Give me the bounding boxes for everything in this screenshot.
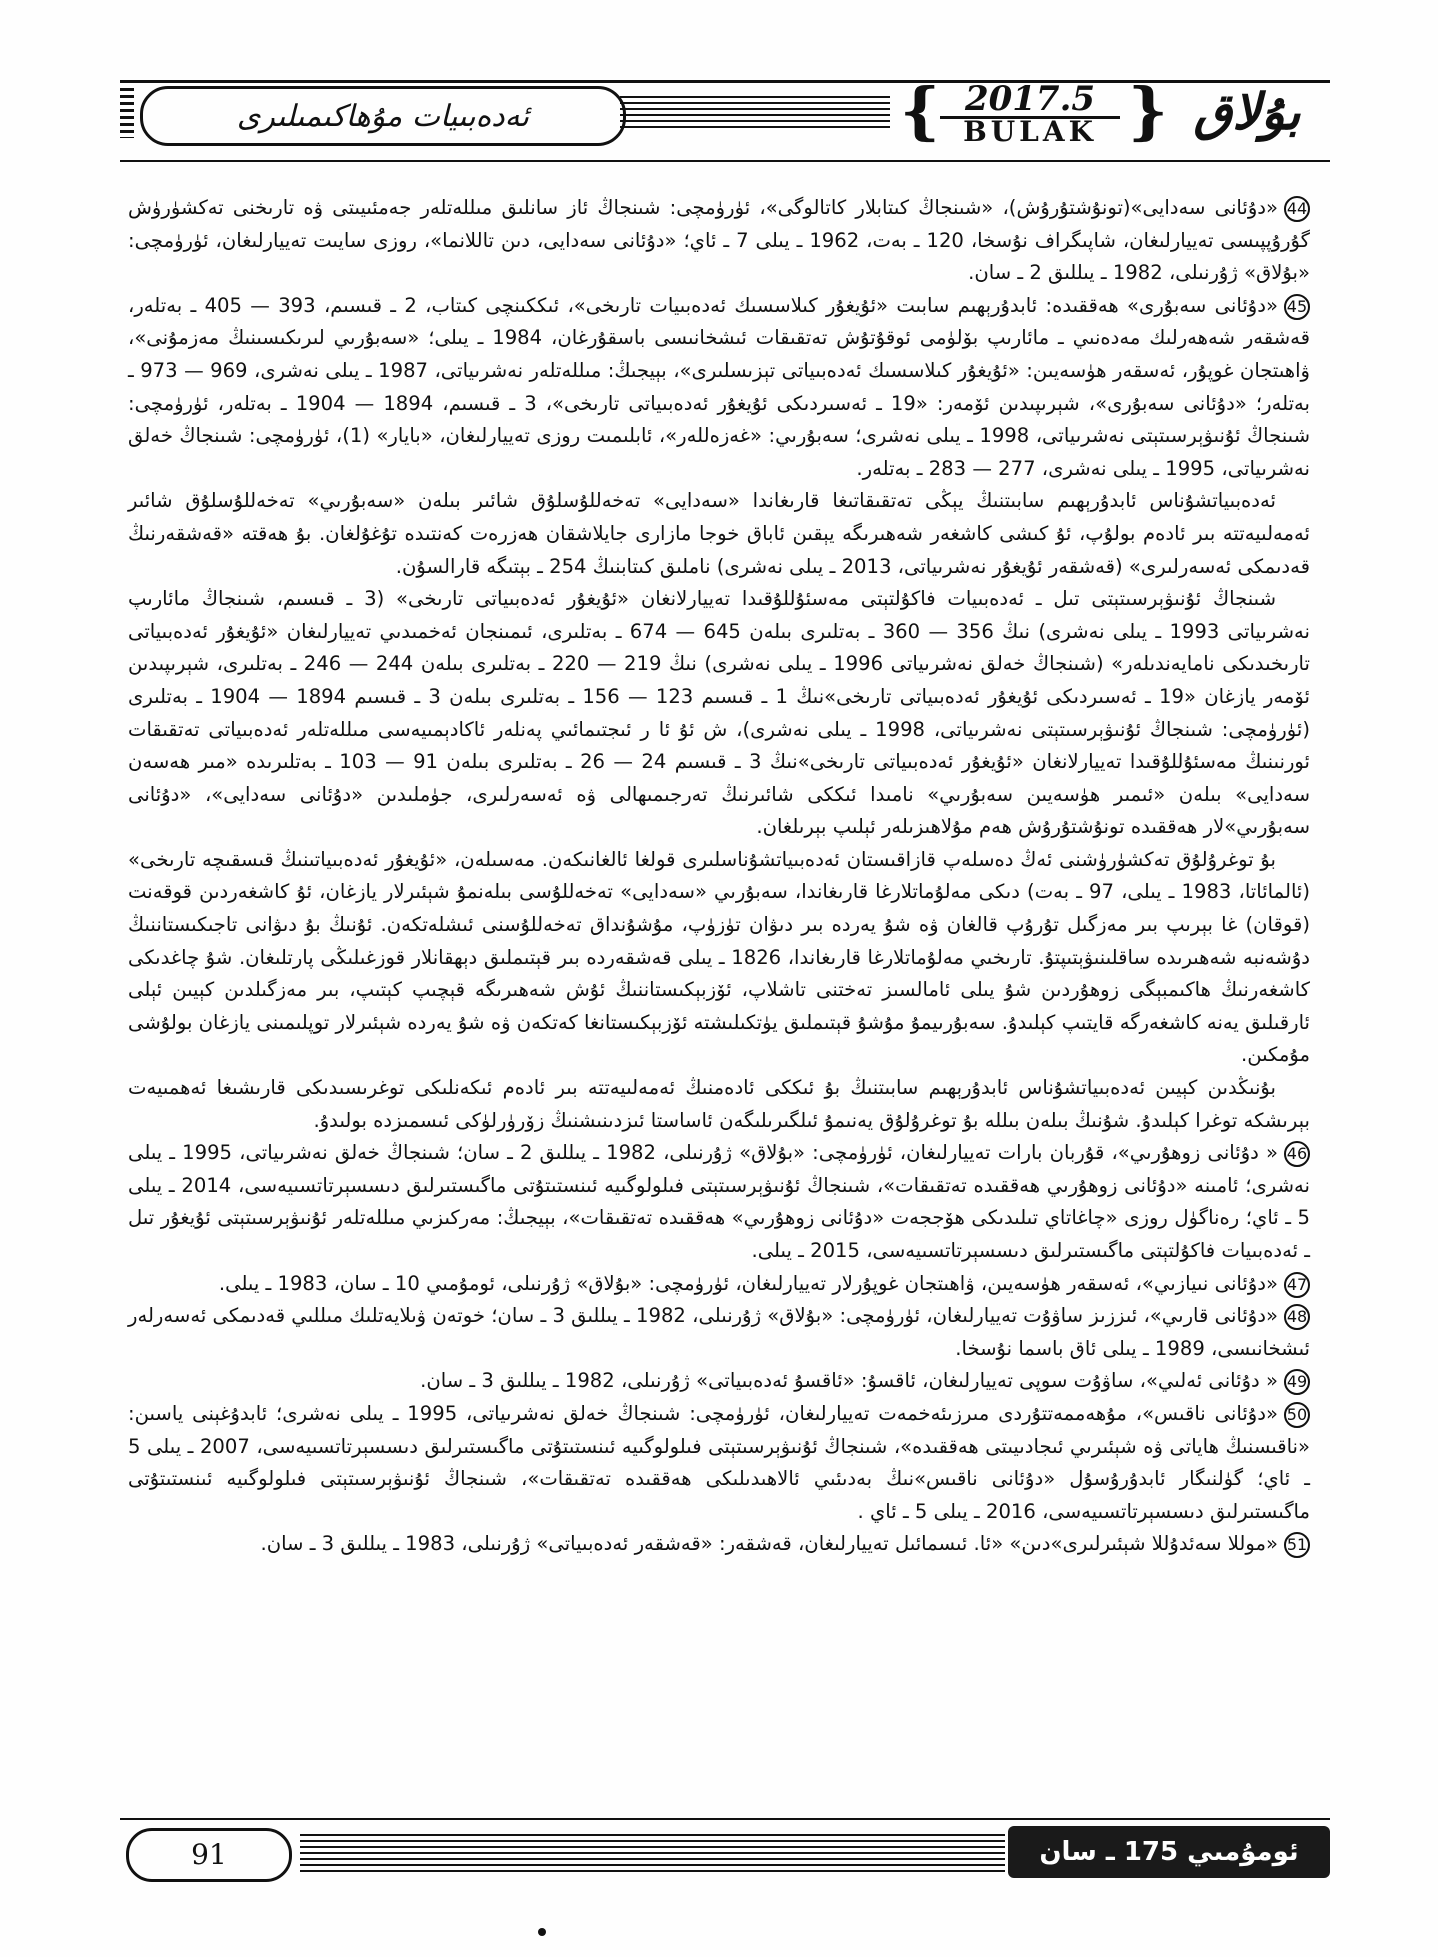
paragraph-text: «دۇئانى سەبۇرى» ھەققىدە: ئابدۇرېھىم سابىت «ئۇيغۇر كىلاسسىك ئەدەبىيات تارىخى»، ئىككىنچى كىتاب، 2 ـ قىسىم، 393 — 405 ـ بەتلەر، قەشقەر شەھەرلىك مەدەنىي ـ مائارىپ بۆلۈمى ئوقۇتۇش تەتقىقات ئىشخانىسى باسقۇرغان، 1984 ـ يىلى؛ «سەبۇرىي لىرىكىسىنىڭ مەزمۇنى»، ۋاھىتجان غوپۇر، ئەسقەر ھۈسەيىن: «ئۇيغۇر كىلاسسىك ئەدەبىياتى تېزىسلىرى»، بېيجىڭ: مىللەتلەر نەشرىياتى، 1987 ـ يىلى نەشرى، 969 — 973 ـ بەتلەر؛ «دۇئانى سەبۇرى»، شېرىپىدىن ئۆمەر: «19 ـ ئەسىردىكى ئۇيغۇر ئەدەبىياتى تارىخى»، 3 ـ قىسىم، 1894 — 1904 ـ بەتلەر، ئۈرۈمچى: شىنجاڭ ئۇنىۋېرسىتېتى نەشرىياتى، 1998 ـ يىلى نەشرى؛ سەبۇرىي: «غەزەللەر»، ئابلىمىت روزى تەييارلىغان، «بايار» (1)، ئۈرۈمچى: شىنجاڭ خەلق نەشرىياتى، 1995 ـ يىلى نەشرى، 277 — 283 ـ بەتلەر.: [128, 293, 1311, 480]
footer-decorative-lines: [300, 1834, 1005, 1872]
footnote-paragraph: [128, 1300, 1310, 1365]
page-number: 91: [126, 1828, 292, 1882]
footnote-paragraph: [128, 1268, 1310, 1301]
footnote-number: 44: [1284, 196, 1310, 222]
header-bottom-rule: [120, 160, 1330, 162]
issue-label: ئومۇمىي 175 ـ سان: [1008, 1826, 1330, 1878]
body-paragraph: [128, 844, 1310, 1072]
body-paragraph: [128, 485, 1310, 583]
footnote-paragraph: [128, 192, 1310, 290]
article-body: [128, 192, 1310, 1561]
footnote-number: 45: [1284, 294, 1310, 320]
footer-top-rule: [120, 1818, 1330, 1820]
footnote-paragraph: [128, 1398, 1310, 1528]
footnote-paragraph: [128, 1365, 1310, 1398]
paragraph-text: بۇ توغرۇلۇق تەكشۈرۈشنى ئەڭ دەسلەپ قازاقىستان ئەدەبىياتشۇناسلىرى قولغا ئالغانىكەن. مەسىلەن، «ئۇيغۇر ئەدەبىياتىنىڭ قىسقىچە تارىخى» (ئالمائاتا، 1983 ـ يىلى، 97 ـ بەت) دىكى مەلۇماتلارغا قارىغاندا، سەبۇرىي «سەدايى» تەخەللۇسى بىلەنمۇ شېئىرلار يازغان، ئۇ كاشغەردىن قوقەنت (قوقان) غا بېرىپ بىر مەزگىل تۇرۇپ قالغان ۋە شۇ يەردە بىر دىۋان تۈزۈپ، مۇشۇنداق تەخەللۇسنى ئىشلەتكەن. ئۇنىڭ بۇ دىۋانى تاجىكىستاننىڭ دۇشەنبە شەھىرىدە ساقلىنىۋېتىپتۇ. تارىخىي مەلۇماتلارغا قارىغاندا، 1826 ـ يىلى قەشقەردە بىر قېتىملىق دېھقانلار قوزغىلىڭى پارتلىغان. شۇ چاغدىكى كاشغەرنىڭ ھاكىمبېگى زوھۇردىن شۇ يىلى ئامالسىز تەختنى تاشلاپ، ئۆزبېكىستاننىڭ ئۇش شەھىرىگە قېچىپ كېتىپ، بىر مەزگىلدىن كېيىن ئېلى ئارقىلىق يەنە كاشغەرگە قايتىپ كېلىدۇ. سەبۇرىيمۇ مۇشۇ قېتىملىق يۈتكىلىشتە ئۆزبېكىستانغا كەتكەن ۋە شۇ يەردە شېئىرلار توپلىمىنى يازغان بولۇشى مۇمكىن.: [128, 847, 1311, 1067]
paragraph-text: « دۇئانى ئەلىي»، ساۋۇت سوپى تەييارلىغان، ئاقسۇ: «ئاقسۇ ئەدەبىياتى» ژۇرنىلى، 1982 ـ يىللىق 3 ـ سان.: [420, 1369, 1278, 1393]
paragraph-text: « دۇئانى زوھۇرىي»، قۇربان بارات تەييارلىغان، ئۈرۈمچى: «بۇلاق» ژۇرنىلى، 1982 ـ يىللىق 2 ـ سان؛ شىنجاڭ خەلق نەشرىياتى، 1995 ـ يىلى نەشرى؛ ئامىنە «دۇئانى زوھۇرىي ھەققىدە تەتقىقات»، شىنجاڭ ئۇنىۋېرسىتېتى فىلولوگىيە ئىنستىتۇتى ماگىستىرلىق دىسسېرتاتسىيەسى، 2014 ـ يىلى 5 ـ ئاي؛ رەناگۈل روزى «چاغاتاي تىلىدىكى ھۆججەت «دۇئانى زوھۇرىي» ھەققىدە تەتقىقات»، بېيجىڭ: مەركىزىي مىللەتلەر ئۇنىۋېرسىتېتى ئۇيغۇر تىل ـ ئەدەبىيات فاكۇلتېتى ماگىستىرلىق دىسسېرتاتسىيەسى، 2015 ـ يىلى.: [128, 1141, 1310, 1262]
brace-left: {: [900, 74, 940, 147]
footnote-number: 48: [1284, 1304, 1310, 1330]
section-title: ئەدەبىيات مۇھاكىمىلىرى: [140, 86, 626, 146]
paragraph-text: شىنجاڭ ئۇنىۋېرسىتېتى تىل ـ ئەدەبىيات فاكۇلتېتى مەسئۇللۇقىدا تەييارلانغان «ئۇيغۇر ئەدەبىياتى تارىخى» (3 ـ قىسىم، شىنجاڭ مائارىپ نەشرىياتى 1993 ـ يىلى نەشرى) نىڭ 356 — 360 ـ بەتلىرى بىلەن 645 — 674 ـ بەتلىرى، ئىمىنجان ئەخمىدىي تەييارلىغان «ئۇيغۇر ئەدەبىياتى تارىخىدىكى نامايەندىلەر» (شىنجاڭ خەلق نەشرىياتى 1996 ـ يىلى نەشرى) نىڭ 219 — 220 ـ بەتلىرى بىلەن 244 — 246 ـ بەتلىرى، شېرىپىدىن ئۆمەر يازغان «19 ـ ئەسىردىكى ئۇيغۇر ئەدەبىياتى تارىخى»نىڭ 1 ـ قىسىم 123 — 156 ـ بەتلىرى بىلەن 3 ـ قىسىم 1894 — 1904 ـ بەتلىرى (ئۈرۈمچى: شىنجاڭ ئۇنىۋېرسىتېتى نەشرىياتى، 1998 ـ يىلى نەشرى)، ش ئۇ ئا ر ئىجتىمائىي پەنلەر ئاكادېمىيەسى مىللەتلەر ئەدەبىياتى تەتقىقات ئورنىنىڭ مەسئۇللۇقىدا تەييارلانغان «ئۇيغۇر ئەدەبىياتى تارىخى»نىڭ 3 ـ قىسىم 24 — 26 ـ بەتلىرى بىلەن 91 — 103 ـ بەتلىرىدە «مىر ھەسەن سەدايى» بىلەن «ئىمىر ھۈسەيىن سەبۇرىي» نامىدا ئىككى شائىرنىڭ تەرجىمىھالى ۋە ئەسەرلىرى، جۈملىدىن «دۇئانى سەدايى»، «دۇئانى سەبۇرىي»لار ھەققىدە تونۇشتۇرۇش ھەم مۇلاھىزىلەر ئېلىپ بېرىلغان.: [128, 587, 1310, 839]
footnote-number: 50: [1284, 1402, 1310, 1428]
paragraph-text: «موللا سەئدۇللا شېئىرلىرى»دىن» «ئا. ئىسمائىل تەييارلىغان، قەشقەر: «قەشقەر ئەدەبىياتى» ژۇرنىلى، 1983 ـ يىللىق 3 ـ سان.: [260, 1532, 1278, 1556]
footnote-number: 46: [1284, 1141, 1310, 1167]
footnote-paragraph: [128, 290, 1310, 486]
paragraph-text: «دۇئانى نىيازىي»، ئەسقەر ھۈسەيىن، ۋاھىتجان غوپۇرلار تەييارلىغان، ئۈرۈمچى: «بۇلاق» ژۇرنىلى، ئومۇمىي 10 ـ سان، 1983 ـ يىلى.: [218, 1271, 1278, 1295]
footnote-number: 49: [1284, 1369, 1310, 1395]
footnote-paragraph: [128, 1137, 1310, 1267]
journal-latin-name: BULAK: [963, 115, 1097, 148]
journal-logo: بۇلاق: [1193, 82, 1301, 141]
paragraph-text: «دۇئانى قارىي»، ئىززىز ساۋۇت تەييارلىغان، ئۈرۈمچى: «بۇلاق» ژۇرنىلى، 1982 ـ يىللىق 3 ـ سان؛ خوتەن ۋىلايەتلىك مىللىي قەدىمكى ئەسەرلەر ئىشخانىسى، 1989 ـ يىلى ئاق باسما نۇسخا.: [128, 1304, 1310, 1360]
year-issue: 2017.5: [940, 82, 1120, 119]
issue-box: [900, 74, 1168, 148]
footnote-number: 51: [1284, 1532, 1310, 1558]
paragraph-text: ئەدەبىياتشۇناس ئابدۇرېھىم سابىتنىڭ يېڭى تەتقىقاتىغا قارىغاندا «سەدايى» تەخەللۇسلۇق شائىر بىلەن «سەبۇرىي» تەخەللۇسلۇق شائىر ئەمەلىيەتتە بىر ئادەم بولۇپ، ئۇ كىشى كاشغەر شەھىرىگە يېقىن ئاباق خوجا مازارى جايلاشقان ھەزرەت كەنتىدە تۇغۇلغان. بۇ ھەقتە «قەشقەرنىڭ قەدىمكى ئەسەرلىرى» (قەشقەر ئۇيغۇر نەشرىياتى، 2013 ـ يىلى نەشرى) ناملىق كىتابنىڭ 254 ـ بېتىگە قارالسۇن.: [128, 489, 1310, 578]
paragraph-text: «دۇئانى سەدايى»(تونۇشتۇرۇش)، «شىنجاڭ كىتابلار كاتالوگى»، ئۈرۈمچى: شىنجاڭ ئاز سانلىق مىللەتلەر جەمئىيىتى ۋە تارىخنى تەكشۈرۈش گۇرۇپپىسى تەييارلىغان، شاپىگراف نۇسخا، 120 ـ بەت، 1962 ـ يىلى 7 ـ ئاي؛ «دۇئانى سەدايى، دىن تاللانما»، روزى سايىت تەييارلىغان، ئۈرۈمچى: «بۇلاق» ژۇرنىلى، 1982 ـ يىللىق 2 ـ سان.: [128, 196, 1311, 285]
paragraph-text: بۇنىڭدىن كېيىن ئەدەبىياتشۇناس ئابدۇرېھىم سابىتنىڭ بۇ ئىككى ئادەمنىڭ ئەمەلىيەتتە بىر ئادەم ئىكەنلىكى توغرىسىدىكى قارىشىغا ئەھمىيەت بېرىشكە توغرا كېلىدۇ. شۇنىڭ بىلەن بىللە بۇ توغرۇلۇق يەنىمۇ ئىلگىرىلىگەن ئاساستا ئىزدىنىشنىڭ زۆرۈرلۈكى ئىسمىزدە بولىدۇ.: [128, 1076, 1310, 1132]
header-left-bars: [120, 88, 134, 138]
scan-dot: [538, 1928, 546, 1936]
footnote-paragraph: [128, 1528, 1310, 1561]
brace-right: }: [1128, 74, 1168, 147]
header-decorative-lines: [620, 96, 890, 130]
footnote-number: 47: [1284, 1272, 1310, 1298]
body-paragraph: [128, 1072, 1310, 1137]
body-paragraph: [128, 583, 1310, 844]
paragraph-text: «دۇئانى ناقىس»، مۇھەممەتتۇردى مىرزىئەخمەت تەييارلىغان، ئۈرۈمچى: شىنجاڭ خەلق نەشرىياتى، 1995 ـ يىلى نەشرى؛ ئابدۇغېنى ياسىن: «ناقىسنىڭ ھاياتى ۋە شېئىرىي ئىجادىيىتى ھەققىدە»، شىنجاڭ ئۇنىۋېرسىتېتى فىلولوگىيە ئىنستىتۇتى ماگىستىرلىق دىسسېرتاتسىيەسى، 2007 ـ يىلى 5 ـ ئاي؛ گۈلنىگار ئابدۇرۇسۇل «دۇئانى ناقىس»نىڭ بەدىئىي ئالاھىدىلىكى ھەققىدە تەتقىقات»، شىنجاڭ ئۇنىۋېرسىتېتى فىلولوگىيە ئىنستىتۇتى ماگىستىرلىق دىسسېرتاتسىيەسى، 2016 ـ يىلى 5 ـ ئاي .: [128, 1401, 1310, 1523]
